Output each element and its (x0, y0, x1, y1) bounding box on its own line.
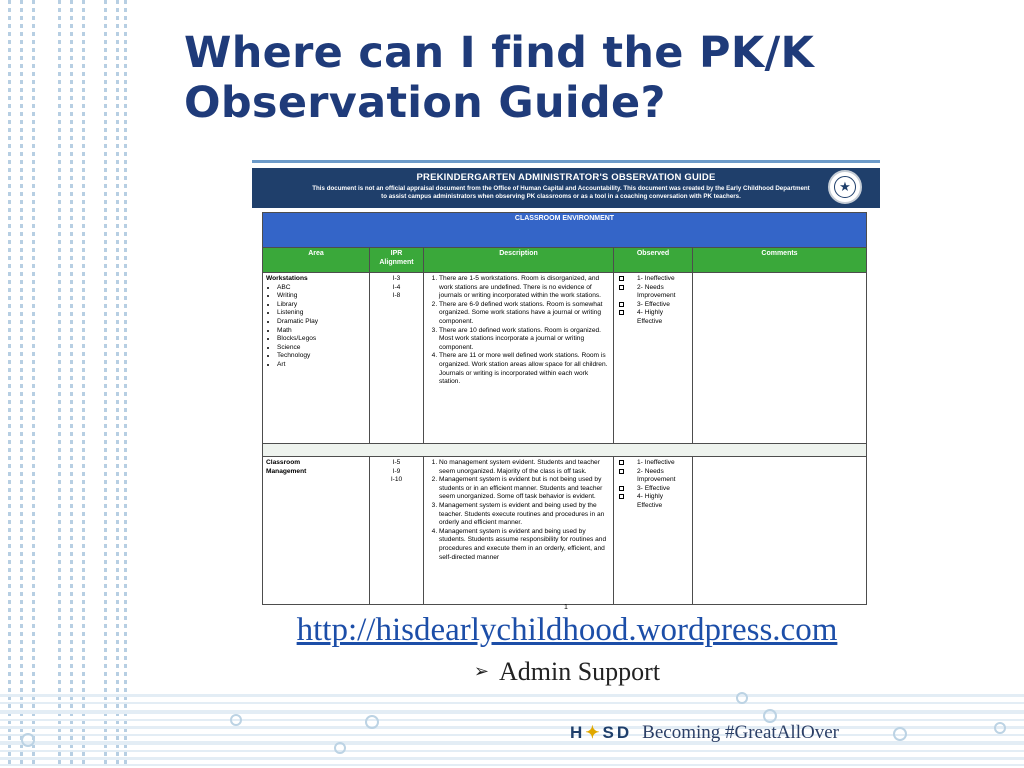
left-stripe-decoration (0, 0, 130, 768)
ipr-code: I-9 (392, 467, 401, 475)
observation-table (262, 212, 867, 605)
ipr-cell (370, 273, 424, 444)
observed-option[interactable]: 3- Effective (617, 301, 689, 310)
list-item: • Math (277, 327, 366, 336)
observed-cell (614, 457, 693, 605)
star-icon: ✦ (585, 723, 603, 742)
area-cell (263, 273, 370, 444)
comments-cell[interactable] (693, 457, 867, 605)
list-item: • Writing (277, 292, 366, 301)
description-cell (424, 273, 614, 444)
ipr-code: I-3 (392, 275, 401, 282)
list-item: • Blocks/Legos (277, 335, 366, 344)
ipr-cell (370, 457, 424, 605)
section-header: CLASSROOM ENVIRONMENT (263, 213, 867, 248)
observed-option[interactable]: 4- Highly Effective (617, 309, 689, 326)
footer-circuit-decoration (0, 688, 1024, 768)
ipr-code: I-8 (392, 292, 401, 300)
document-banner (252, 168, 880, 208)
document-title: PREKINDERGARTEN ADMINISTRATOR'S OBSERVATION GUIDE (416, 172, 716, 183)
checkbox-icon (619, 469, 624, 474)
tagline: Becoming #GreatAllOver (642, 722, 839, 743)
observed-option[interactable]: 4- Highly Effective (617, 493, 689, 510)
observed-option[interactable]: 2- Needs Improvement (617, 468, 689, 485)
comments-cell[interactable] (693, 273, 867, 444)
area-name: Workstations (266, 275, 308, 282)
description-item: 2. There are 6-9 defined work stations. Room is somewhat organized. Some work stations have a journal or writing component. (439, 301, 610, 327)
column-header-comments: Comments (693, 248, 867, 273)
description-cell (424, 457, 614, 605)
document-top-rule (252, 160, 880, 163)
description-item: 2. Management system is evident but is not being used by students or in an efficient manner. Students and teacher seem unorganized. Some off task behavior is evident. (439, 476, 610, 502)
checkbox-icon (619, 486, 624, 491)
list-item: • Technology (277, 352, 366, 361)
observation-guide-document (252, 160, 880, 616)
checkbox-icon (619, 302, 624, 307)
column-header-ipr: IPR Alignment (370, 248, 424, 273)
list-item: • ABC (277, 284, 366, 293)
table-row (263, 273, 867, 444)
area-item-list (266, 284, 366, 370)
column-header-description: Description (424, 248, 614, 273)
column-header-area: Area (263, 248, 370, 273)
list-item: • Art (277, 361, 366, 370)
column-header-observed: Observed (614, 248, 693, 273)
bullet-item (184, 657, 950, 687)
document-subtitle: This document is not an official appraisal document from the Office of Human Capital and Accountability. This document was created by the Early Childhood Department to assist campus administrators when observing PK classrooms or as a tool in a coaching conversation with PK teachers. (312, 185, 810, 200)
area-cell (263, 457, 370, 605)
ipr-code: I-4 (392, 283, 401, 291)
slide-title (184, 28, 1004, 128)
hisd-wordmark: H✦SD (570, 723, 633, 742)
observed-option[interactable]: 1- Ineffective (617, 275, 689, 284)
bullet-text: Admin Support (499, 657, 661, 686)
list-item: • Science (277, 344, 366, 353)
description-list (427, 275, 610, 387)
checkbox-icon (619, 285, 624, 290)
area-name: Classroom Management (266, 459, 307, 475)
observed-option[interactable]: 2- Needs Improvement (617, 284, 689, 301)
hisd-logo (570, 722, 839, 744)
list-item: • Dramatic Play (277, 318, 366, 327)
resource-link[interactable]: http://hisdearlychildhood.wordpress.com (296, 612, 838, 648)
observed-option[interactable]: 1- Ineffective (617, 459, 689, 468)
list-item: • Listening (277, 309, 366, 318)
description-item: 4. There are 11 or more well defined work stations. Room is organized. Work station areas allow space for all children. Journals or writing is incorporated within each work station. (439, 352, 610, 386)
description-item: 1. There are 1-5 workstations. Room is disorganized, and work stations are undefined. There is no evidence of journals or writing incorporated within the work stations. (439, 275, 610, 301)
checkbox-icon (619, 460, 624, 465)
ipr-code: I-5 (392, 459, 401, 466)
slide-title-line-1: Where can I find the PK/K (184, 28, 815, 78)
description-item: 3. There are 10 defined work stations. Room is organized. Most work stations incorporate a journal or writing component. (439, 327, 610, 353)
spacer-row (263, 444, 867, 457)
description-item: 4. Management system is evident and being used by students. Students assume responsibility for routines and procedures and execute them in an orderly, efficient, and self-directed manner (439, 528, 610, 562)
description-item: 3. Management system is evident and being used by the teacher. Students execute routines and procedures in an orderly and efficient manner. (439, 502, 610, 528)
list-item: • Library (277, 301, 366, 310)
column-header-row (263, 248, 867, 273)
observed-cell (614, 273, 693, 444)
description-item: 1. No management system evident. Students and teacher seem unorganized. Majority of the class is off task. (439, 459, 610, 476)
ipr-code: I-10 (390, 476, 403, 484)
checkbox-icon (619, 494, 624, 499)
arrow-bullet-icon: ➢ (473, 661, 489, 681)
state-seal-icon: ★ (828, 170, 862, 204)
table-row (263, 457, 867, 605)
section-header-row (263, 213, 867, 248)
page-number: 1 (564, 604, 568, 611)
observed-option[interactable]: 3- Effective (617, 485, 689, 494)
checkbox-icon (619, 310, 624, 315)
checkbox-icon (619, 276, 624, 281)
slide-title-line-2: Observation Guide? (184, 78, 666, 128)
description-list (427, 459, 610, 562)
